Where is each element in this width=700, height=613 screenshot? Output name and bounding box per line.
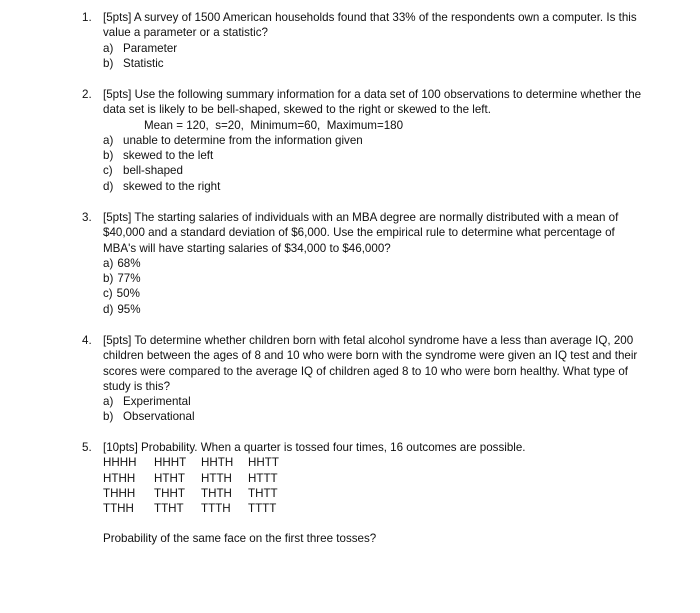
- option-label: a): [103, 41, 114, 55]
- option-label: a): [103, 133, 114, 147]
- outcome-cell: THTH: [201, 486, 232, 500]
- outcome-grid: [103, 455, 642, 516]
- option-a: [103, 133, 642, 148]
- question-number: 5.: [82, 441, 92, 454]
- option-label: c): [103, 164, 113, 178]
- option-text: skewed to the right: [123, 179, 221, 193]
- question-text: [5pts] Use the following summary information for a data set of 100 observations to determine whether the data set is likely to be bell-shaped, skewed to the right or skewed to the left.: [103, 88, 642, 117]
- question-prompt: Probability of the same face on the first three tosses?: [103, 532, 377, 546]
- option-b: [103, 409, 642, 424]
- option-text: skewed to the left: [123, 149, 214, 163]
- question-number: 2.: [82, 88, 92, 101]
- outcome-cell: TTHH: [103, 502, 134, 516]
- question-1: [82, 10, 642, 71]
- option-label: b): [103, 149, 114, 163]
- option-c: [103, 163, 642, 178]
- option-label: b): [103, 410, 114, 424]
- option-a: [103, 394, 642, 409]
- outcome-cell: HTTH: [201, 471, 232, 485]
- question-text: [10pts] Probability. When a quarter is tossed four times, 16 outcomes are possible.: [103, 441, 526, 454]
- outcome-cell: TTHT: [154, 502, 184, 516]
- option-text: 68%: [117, 256, 141, 270]
- option-text: Statistic: [123, 56, 164, 70]
- outcome-cell: HHHT: [154, 456, 187, 470]
- option-text: Observational: [123, 410, 195, 424]
- outcome-cell: THHT: [154, 486, 185, 500]
- option-a: [103, 256, 642, 271]
- outcome-row: [103, 501, 642, 516]
- option-text: Parameter: [123, 41, 178, 55]
- option-text: 50%: [116, 287, 140, 301]
- option-d: [103, 179, 642, 194]
- option-label: d): [103, 179, 114, 193]
- question-4: [82, 333, 642, 425]
- option-label: d): [103, 302, 114, 316]
- option-text: 95%: [117, 302, 141, 316]
- option-label: b): [103, 56, 114, 70]
- blank-gap: [82, 516, 642, 531]
- summary-statistics: Mean = 120, s=20, Minimum=60, Maximum=180: [144, 118, 404, 132]
- option-c: [103, 286, 642, 301]
- question-text: [5pts] The starting salaries of individuals with an MBA degree are normally distributed with a mean of $40,000 and a standard deviation of $6,000. Use the empirical rule to determine what percentage of MBA's will have starting salaries of $34,000 to $46,000?: [103, 211, 619, 255]
- outcome-cell: HHHH: [103, 456, 137, 470]
- outcome-row: [103, 471, 642, 486]
- question-number: 1.: [82, 11, 92, 24]
- outcome-cell: TTTH: [201, 502, 231, 516]
- question-5: [82, 440, 642, 547]
- outcome-cell: THHH: [103, 486, 136, 500]
- option-b: [103, 148, 642, 163]
- outcome-cell: HTTT: [248, 471, 278, 485]
- option-text: Experimental: [123, 395, 191, 409]
- option-d: [103, 302, 642, 317]
- option-a: [103, 41, 642, 56]
- question-3: [82, 210, 642, 317]
- question-number: 4.: [82, 334, 92, 347]
- question-text: [5pts] To determine whether children born with fetal alcohol syndrome have a less than average IQ, 200 children between the ages of 8 and 10 who were born with the syndrome were given an IQ test and their scores were compared to the average IQ of children aged 8 to 10 who were born healthy. What type of study is this?: [103, 334, 638, 393]
- outcome-cell: HHTH: [201, 456, 234, 470]
- outcome-row: [103, 486, 642, 501]
- option-b: [103, 271, 642, 286]
- question-text: [5pts] A survey of 1500 American households found that 33% of the respondents own a computer. Is this value a parameter or a statistic?: [103, 11, 637, 40]
- option-label: a): [103, 256, 114, 270]
- option-text: unable to determine from the information given: [123, 133, 363, 147]
- outcome-cell: HTHT: [154, 471, 185, 485]
- outcome-cell: HTHH: [103, 471, 136, 485]
- option-label: c): [103, 287, 113, 301]
- option-label: b): [103, 272, 114, 286]
- outcome-cell: HHTT: [248, 456, 279, 470]
- question-number: 3.: [82, 211, 92, 224]
- question-2: [82, 87, 642, 194]
- option-b: [103, 56, 642, 71]
- outcome-cell: TTTT: [248, 502, 277, 516]
- option-text: 77%: [117, 272, 141, 286]
- outcome-cell: THTT: [248, 486, 278, 500]
- option-label: a): [103, 395, 114, 409]
- option-text: bell-shaped: [123, 164, 183, 178]
- outcome-row: [103, 455, 642, 470]
